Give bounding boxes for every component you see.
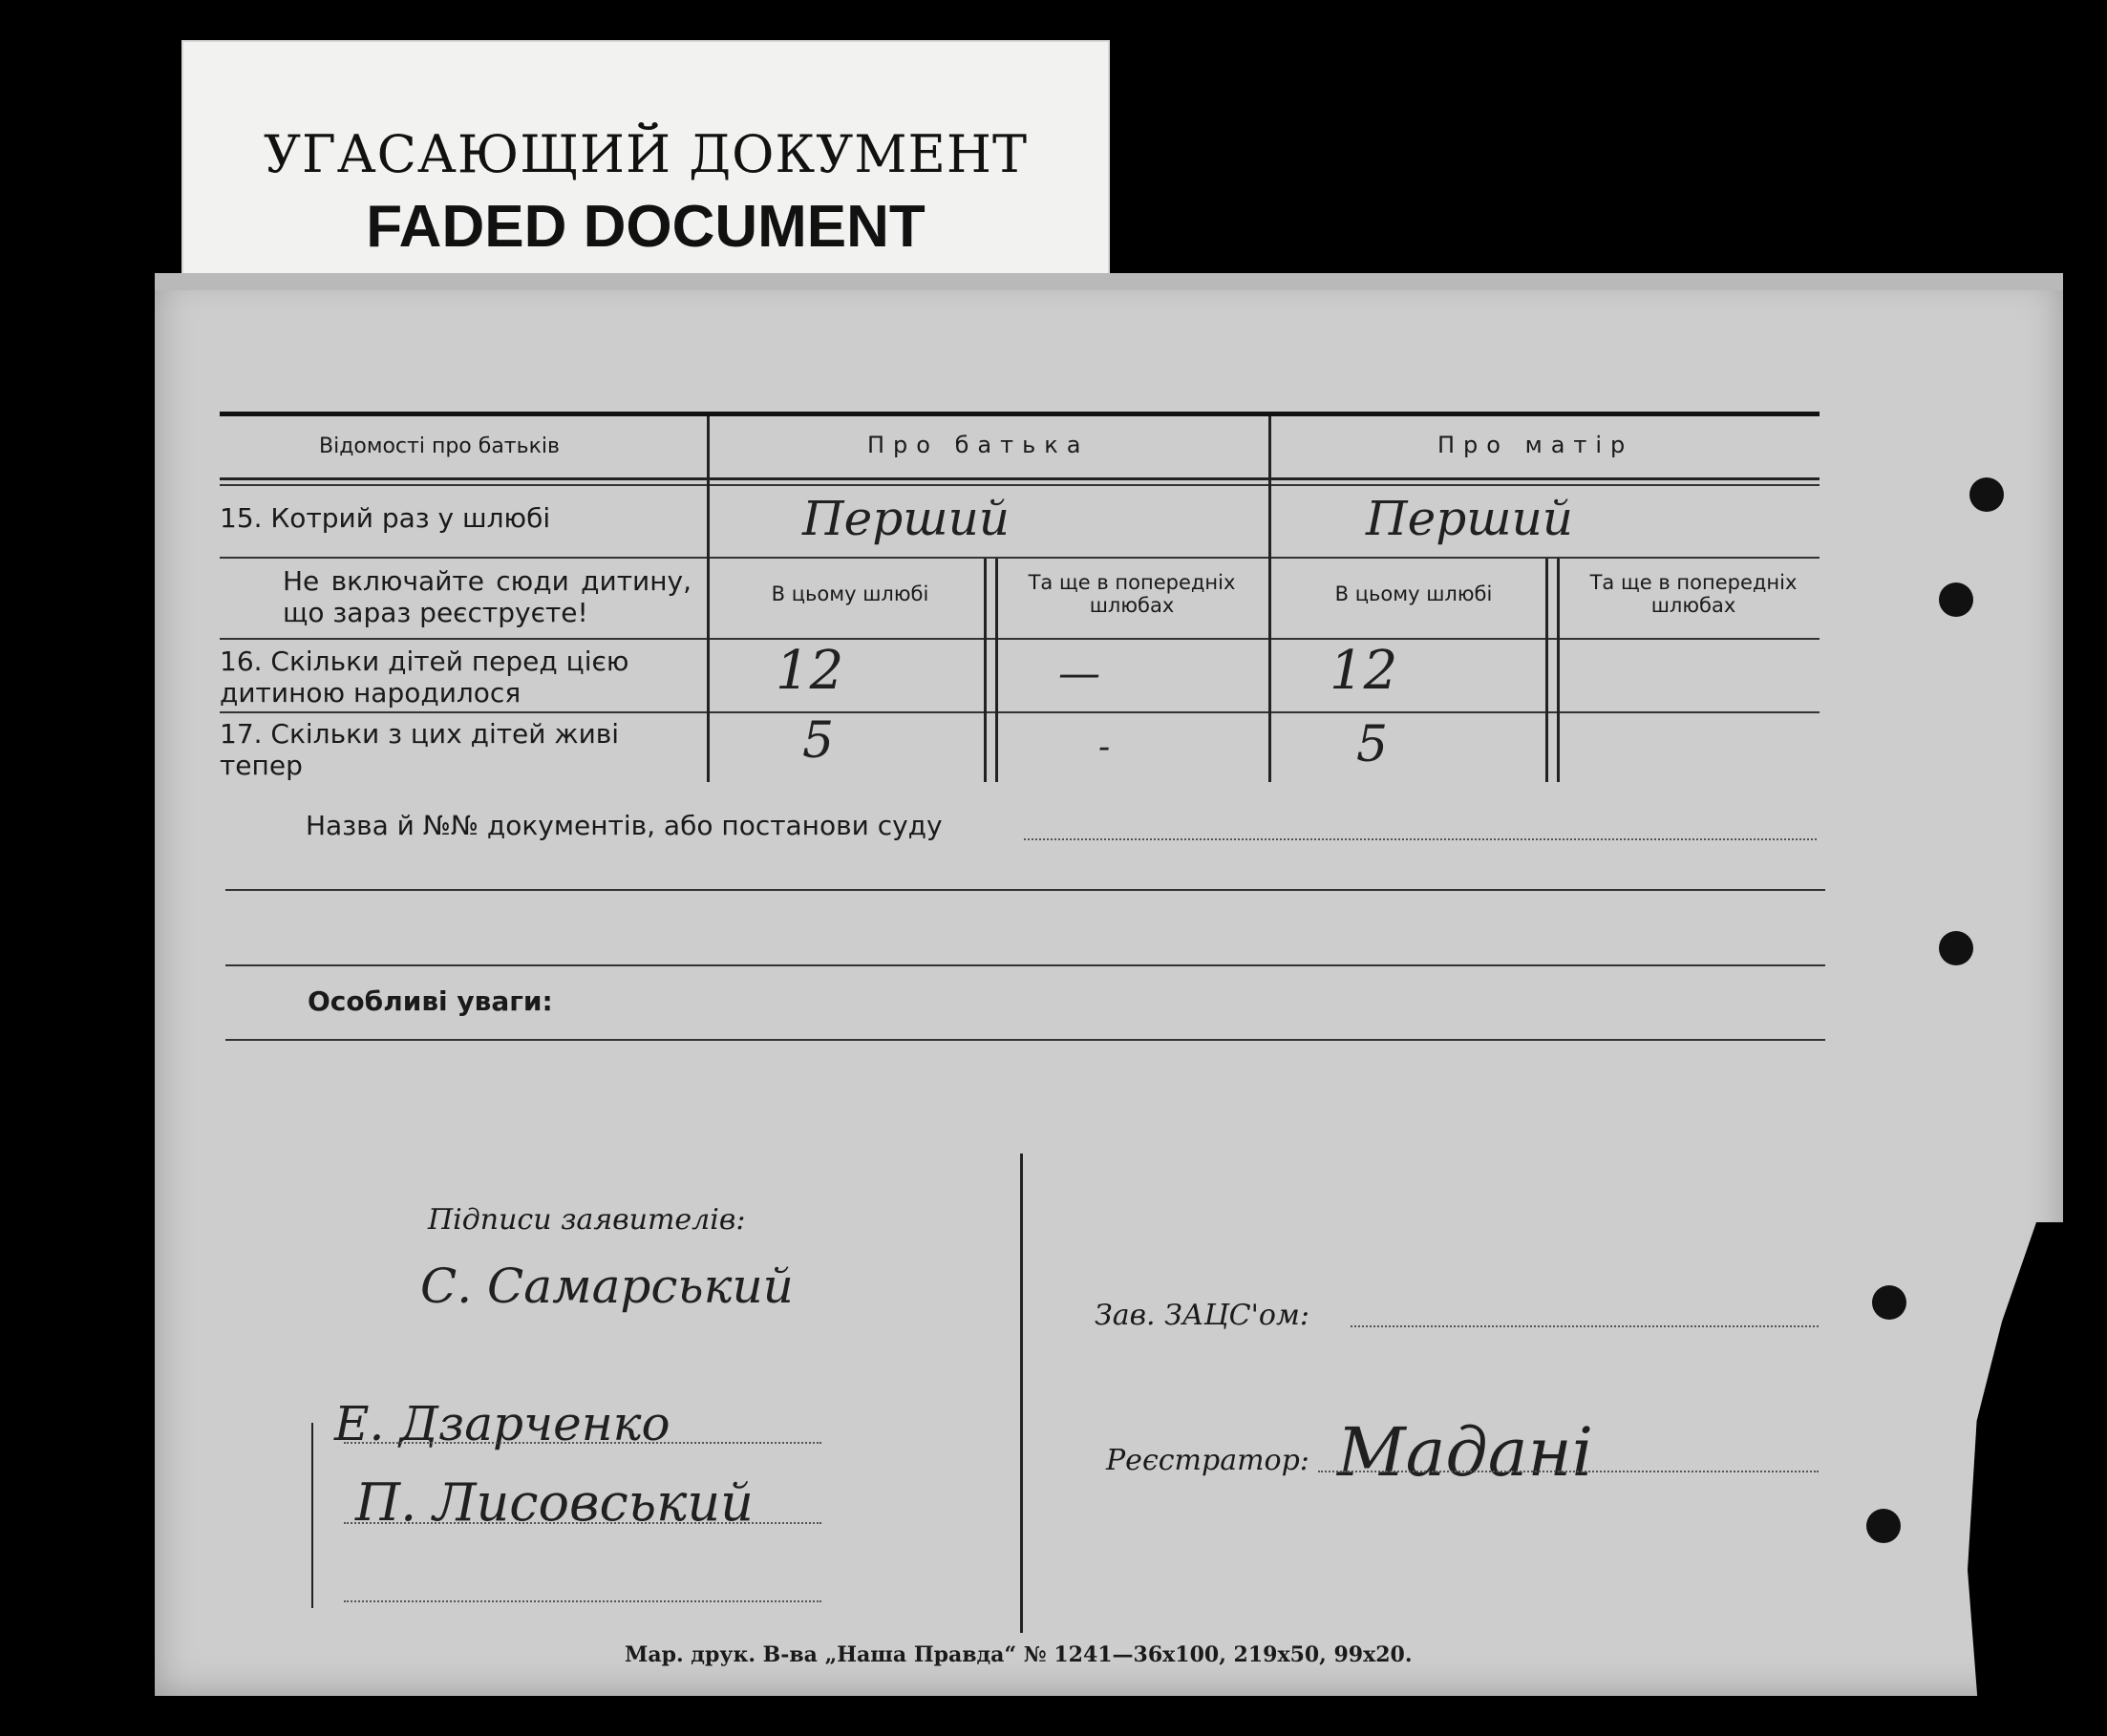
punch-hole [1939, 931, 1973, 965]
punch-hole [1939, 582, 1973, 617]
father-subheader-this-marriage: В цьому шлюбі [771, 582, 929, 605]
table-column-divider [1268, 416, 1271, 782]
row-15-mother-value: Перший [1366, 491, 1573, 546]
sheet-top-edge [155, 273, 2063, 290]
registrar-line [1318, 1471, 1819, 1472]
row-17-label: 17. Скільки з цих дітей живі тепер [220, 718, 620, 781]
zags-head-label: Зав. ЗАЦС'ом: [1095, 1299, 1309, 1332]
column-header-father: Про батька [867, 432, 1090, 458]
row-16-father-this: 12 [776, 640, 844, 702]
row-16-father-previous: — [1058, 649, 1100, 698]
remarks-line [225, 1039, 1825, 1041]
stamp-russian-text: УГАСАЮЩИЙ ДОКУМЕНТ [263, 124, 1029, 184]
column-header-info: Відомості про батьків [319, 434, 560, 458]
mother-subheader-this-marriage: В цьому шлюбі [1334, 582, 1493, 605]
exclusion-note: Не включайте сюди дитину, що зараз реєструєте! [283, 565, 692, 628]
table-header-rule-2 [220, 484, 1820, 486]
table-row-rule [220, 711, 1820, 713]
remarks-label: Особливі уваги: [308, 985, 553, 1017]
documents-fill-line [1024, 838, 1817, 840]
signature-line [344, 1442, 821, 1444]
signature-line [344, 1522, 821, 1524]
table-row-rule [220, 557, 1820, 559]
registrar-signature: Мадані [1337, 1413, 1594, 1492]
row-17-father-this: 5 [802, 712, 835, 770]
documents-label: Назва й №№ документів, або постанови суду [306, 810, 943, 841]
punch-hole [1866, 1509, 1901, 1543]
table-header-rule [220, 477, 1820, 480]
documents-line-2 [225, 889, 1825, 891]
mother-subheader-previous: Та ще в попередніх шлюбах [1589, 571, 1798, 617]
column-header-mother: Про матір [1437, 432, 1634, 458]
documents-line-3 [225, 964, 1825, 966]
signature-bracket [311, 1423, 313, 1608]
applicant-signature-1: С. Самарський [420, 1259, 794, 1314]
table-column-divider [707, 416, 710, 782]
table-subcolumn-divider [984, 559, 998, 782]
signature-line [344, 1600, 821, 1602]
table-top-rule [220, 412, 1820, 416]
punch-hole [1969, 477, 2004, 512]
row-17-mother-this: 5 [1356, 716, 1389, 773]
table-subcolumn-divider [1545, 559, 1560, 782]
punch-hole [1872, 1285, 1906, 1320]
table-row-rule [220, 638, 1820, 640]
row-16-label: 16. Скільки дітей перед цією дитиною народилося [220, 646, 629, 709]
stamp-english-text: FADED DOCUMENT [366, 194, 926, 260]
faded-document-stamp [181, 40, 1110, 279]
applicant-signature-2: Е. Дзарченко [334, 1396, 670, 1451]
applicant-signature-3: П. Лисовський [355, 1472, 754, 1533]
applicants-label: Підписи заявителів: [428, 1203, 746, 1237]
father-subheader-previous: Та ще в попередніх шлюбах [1028, 571, 1236, 617]
printer-imprint: Мар. друк. В-ва „Наша Правда“ № 1241—36х100, 219х50, 99х20. [625, 1642, 1413, 1667]
row-15-label: 15. Котрий раз у шлюбі [220, 502, 551, 534]
registrar-label: Реєстратор: [1106, 1444, 1309, 1477]
row-15-father-value: Перший [802, 491, 1010, 546]
row-16-mother-this: 12 [1330, 640, 1398, 702]
zags-head-line [1351, 1325, 1819, 1327]
row-17-father-previous: - [1098, 728, 1111, 767]
signature-divider [1020, 1154, 1023, 1633]
